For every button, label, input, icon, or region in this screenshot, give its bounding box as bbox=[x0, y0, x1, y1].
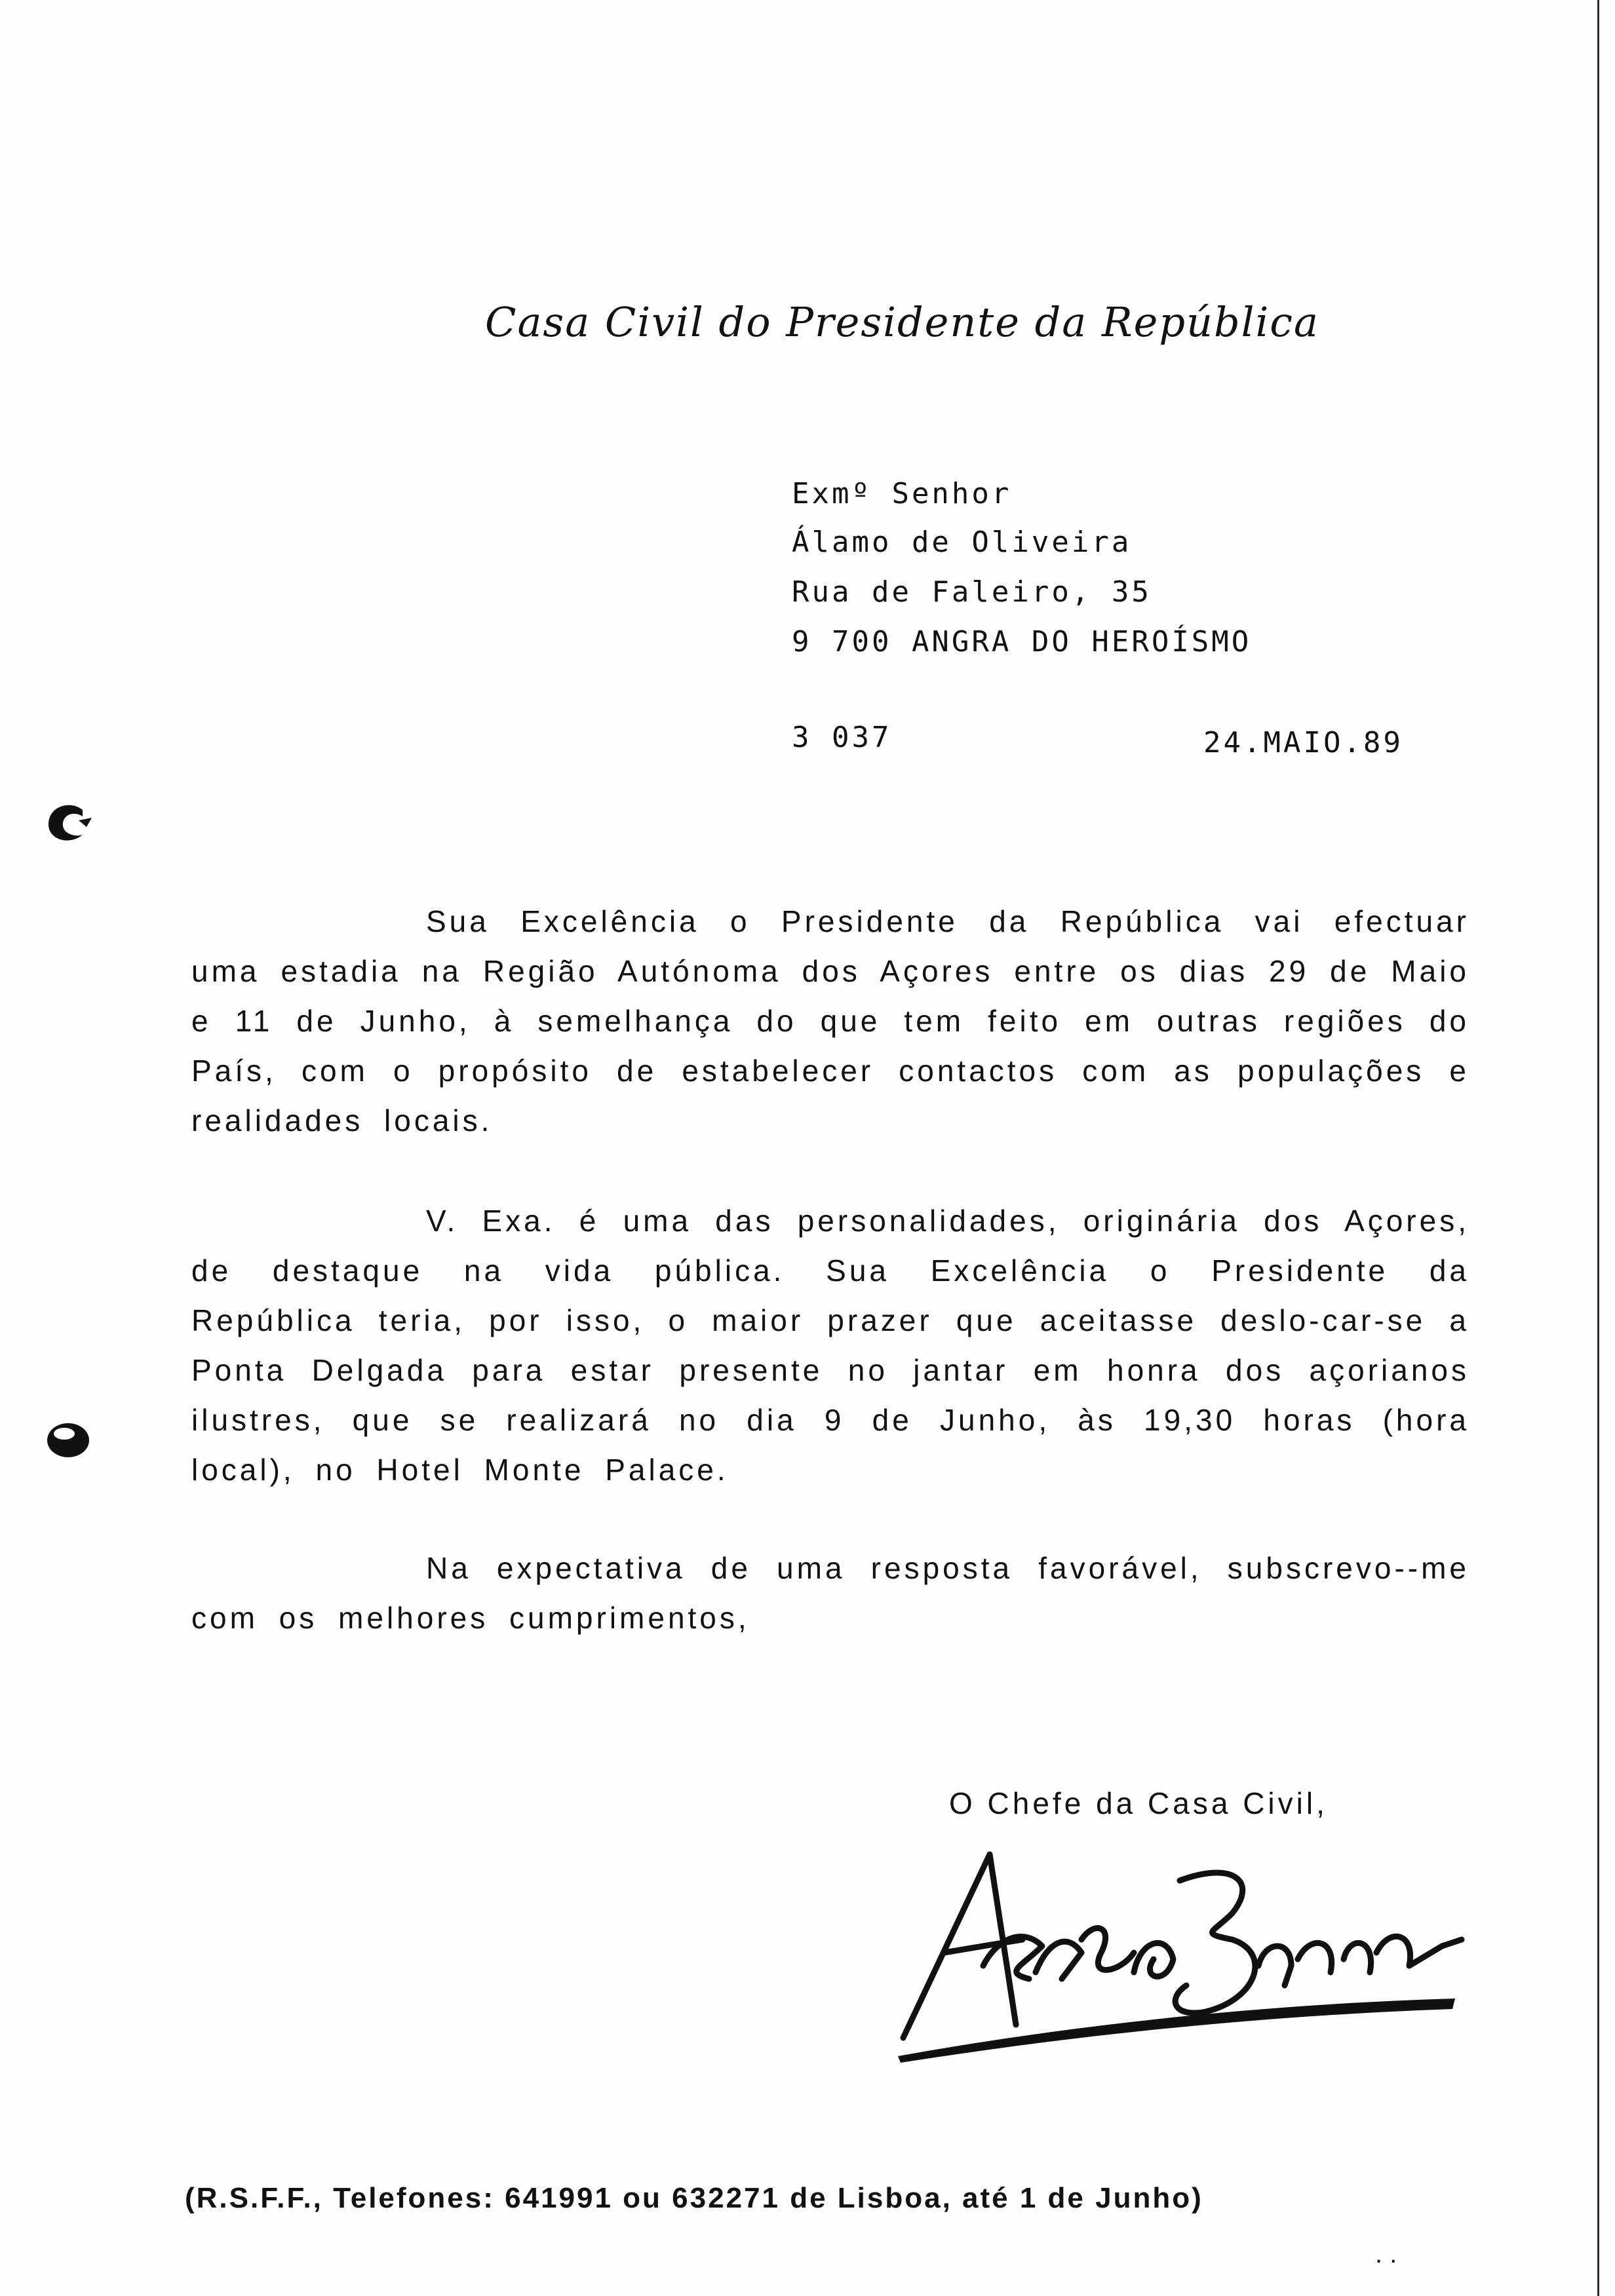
recipient-salutation: Exmº Senhor bbox=[792, 477, 1012, 510]
recipient-city: 9 700 ANGRA DO HEROÍSMO bbox=[792, 625, 1252, 659]
body-paragraph: V. Exa. é uma das personalidades, originária dos Açores, de destaque na vida pública. Sua Excelência o Presidente da República teria, por isso, o maior prazer que aceitasse deslo-car-se a Ponta Delgada para estar presente no jantar em honra dos açorianos ilustres, que se realizará no dia 9 de Junho, às 19,30 horas (hora local), no Hotel Monte Palace. bbox=[191, 1204, 1469, 1487]
handwritten-signature bbox=[891, 1841, 1468, 2064]
recipient-street: Rua de Faleiro, 35 bbox=[792, 575, 1152, 609]
body-paragraph: Sua Excelência o Presidente da República vai efectuar uma estadia na Região Autónoma dos Açores entre os dias 29 de Maio e 11 de Junho, à semelhança do que tem feito em outras regiões do País, com o propósito de estabelecer contactos com as populações e realidades locais. bbox=[191, 904, 1469, 1138]
page-edge-line bbox=[1597, 0, 1599, 2296]
punch-hole-icon bbox=[43, 801, 93, 844]
body-paragraph: Na expectativa de uma resposta favorável, subscrevo--me com os melhores cumprimentos, bbox=[191, 1551, 1469, 1635]
marginal-mark: . . bbox=[1375, 2240, 1397, 2268]
punch-hole-icon bbox=[43, 1417, 93, 1460]
letterhead: Casa Civil do Presidente da República bbox=[485, 298, 1319, 346]
recipient-name: Álamo de Oliveira bbox=[792, 526, 1132, 559]
footer-note: (R.S.F.F., Telefones: 641991 ou 632271 de Lisboa, até 1 de Junho) bbox=[185, 2182, 1203, 2214]
closing-title: O Chefe da Casa Civil, bbox=[949, 1786, 1328, 1820]
letter-date: 24.MAIO.89 bbox=[1203, 726, 1403, 759]
reference-number: 3 037 bbox=[792, 721, 892, 754]
